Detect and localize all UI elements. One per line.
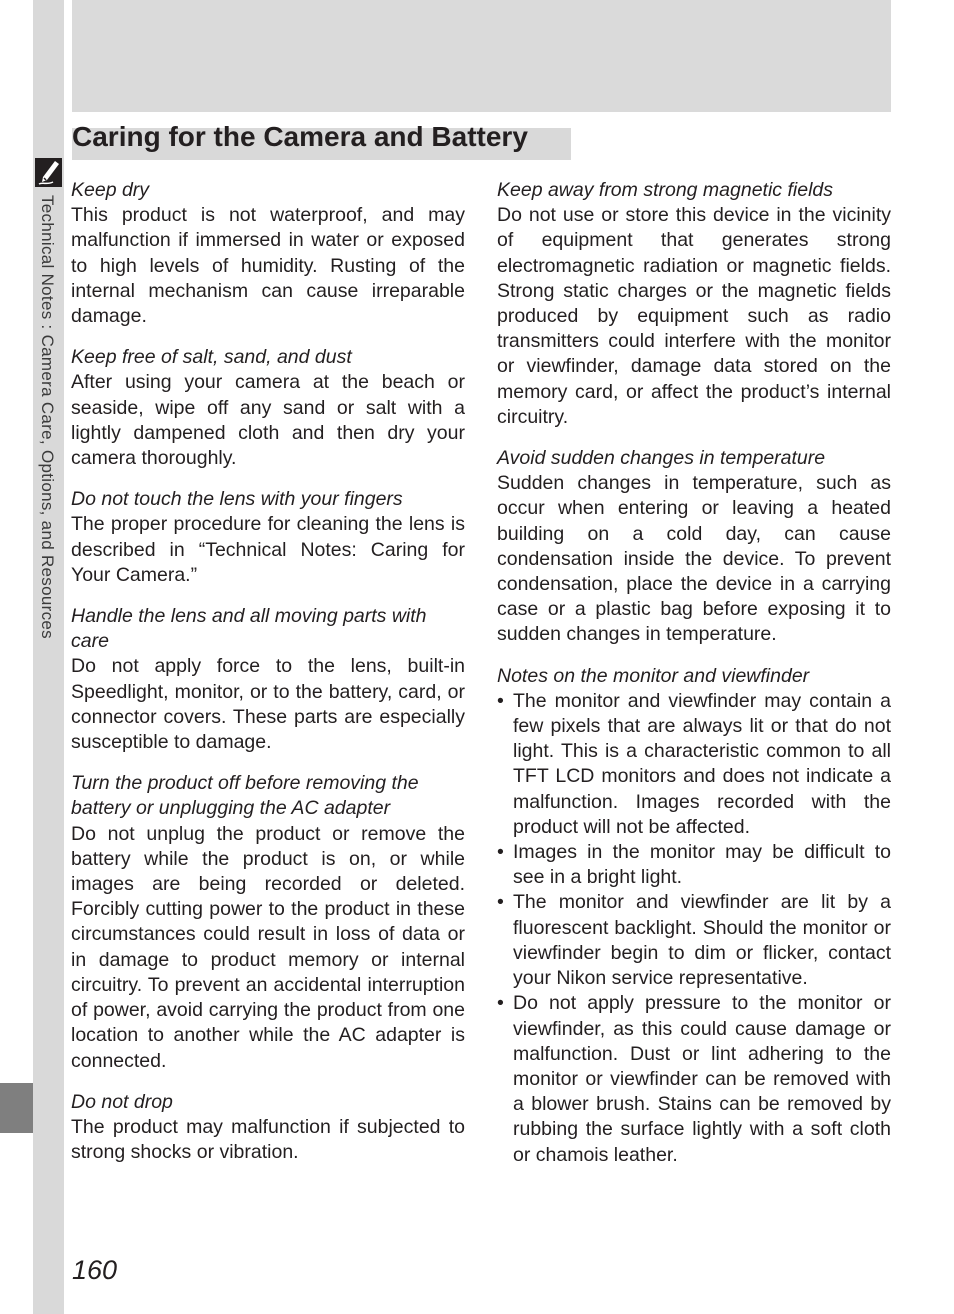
page-number: 160 (72, 1255, 118, 1285)
section-temperature (497, 446, 891, 648)
section-body: Sudden changes in temperature, such as occur when entering or leaving a heated building on a cold day, can cause condensation inside the device. To prevent condensation, place the device in a carrying case or a plastic bag before exposing it to sudden changes in temperature. (497, 472, 891, 646)
section-body: Do not apply force to the lens, built-in Speedlight, monitor, or to the battery, card, or connector covers. These parts are especially susceptible to damage. (71, 655, 465, 754)
section-lens-fingers (71, 487, 465, 588)
list-item (497, 991, 891, 1167)
section-heading: Avoid sudden changes in temperature (497, 447, 826, 470)
section-heading: Keep dry (71, 179, 150, 201)
pencil-icon (35, 158, 62, 187)
bullet: • (497, 841, 504, 864)
section-body: After using your camera at the beach or seaside, wipe off any sand or salt with a lightly dampened cloth and then dry your camera thoroughly. (71, 371, 465, 470)
section-monitor-notes (497, 664, 891, 1168)
section-heading: Do not drop (71, 1090, 173, 1113)
left-column (71, 178, 465, 1181)
right-column (497, 178, 891, 1184)
list-item-text: The monitor and viewfinder are lit by a fluorescent backlight. Should the monitor or viewfinder begin to dim or flicker, contact your Nikon service representative. (513, 891, 891, 990)
section-heading: Do not touch the lens with your fingers (71, 488, 403, 511)
section-heading: Handle the lens and all moving parts with care (71, 605, 427, 653)
chapter-tab-marker (0, 1083, 33, 1133)
sidebar-section-label: Technical Notes : Camera Care, Options, and Resources (38, 195, 57, 639)
section-keep-dry (71, 178, 465, 329)
section-heading: Turn the product off before removing the battery or unplugging the AC adapter (71, 772, 419, 820)
section-heading: Notes on the monitor and viewfinder (497, 664, 810, 687)
list-item (497, 689, 891, 840)
section-do-not-drop (71, 1090, 465, 1166)
list-item-text: The monitor and viewfinder may contain a few pixels that are always lit or that do not light. This is a characteristic common to all TFT LCD monitors and does not indicate a malfunction. Images recorded with the product will not be affected. (513, 689, 891, 838)
section-salt-sand-dust (71, 345, 465, 471)
page-title: Caring for the Camera and Battery (72, 121, 528, 152)
list-item-text: Do not apply pressure to the monitor or viewfinder, as this could cause damage or malfunction. Dust or lint adhering to the monitor or viewfinder can be removed with a blower brush. Stains can be removed by rubbing the surface lightly with a soft cloth or chamois leather. (513, 992, 891, 1166)
section-heading: Keep free of salt, sand, and dust (71, 346, 352, 369)
section-body: Do not unplug the product or remove the battery while the product is on, or while images are being recorded or deleted. Forcibly cutting power to the product in these circumstances could result in loss of data or in damage to product memory or internal circuitry. To prevent an accidental interruption of power, avoid carrying the product from one location to another while the AC adapter is connected. (71, 822, 465, 1072)
bullet: • (497, 891, 504, 914)
section-power-off (71, 771, 465, 1073)
bullet: • (497, 992, 504, 1015)
section-body: Do not use or store this device in the vicinity of equipment that generates strong electromagnetic radiation or magnetic fields. Strong static charges or the magnetic fields produced by equipment such as radio transmitters could interfere with the monitor or viewfinder, damage data stored on the memory card, or affect the product’s internal circuitry. (497, 204, 891, 428)
bullet: • (497, 689, 504, 712)
list-item-text: Images in the monitor may be difficult to see in a bright light. (513, 841, 891, 889)
section-body: The product may malfunction if subjected to strong shocks or vibration. (71, 1115, 465, 1164)
list-item (497, 890, 891, 991)
section-body: This product is not waterproof, and may malfunction if immersed in water or exposed to high levels of humidity. Rusting of the internal mechanism can cause irreparable damage. (71, 204, 465, 328)
section-body: The proper procedure for cleaning the lens is described in “Technical Notes: Caring for Your Camera.” (71, 513, 465, 586)
list-item (497, 840, 891, 890)
section-magnetic-fields (497, 178, 891, 430)
section-heading: Keep away from strong magnetic fields (497, 179, 833, 201)
section-moving-parts (71, 604, 465, 755)
monitor-notes-list (497, 689, 891, 1168)
header-band (72, 0, 891, 112)
